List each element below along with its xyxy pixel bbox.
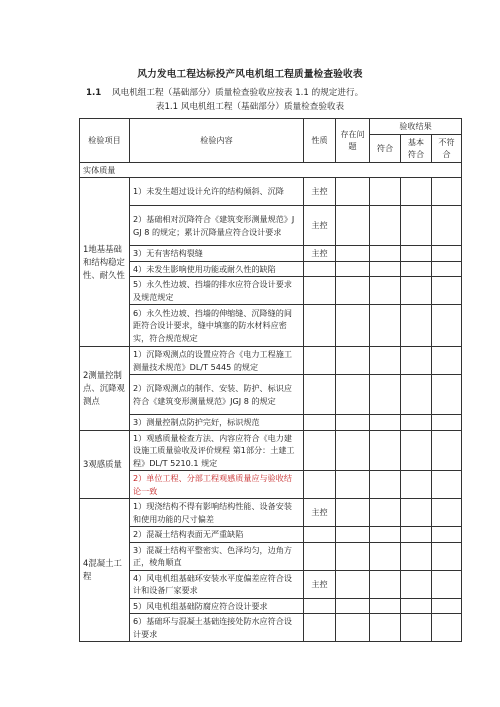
issue-cell[interactable] — [336, 261, 370, 277]
fail-cell[interactable] — [432, 527, 462, 543]
header-item: 检验项目 — [80, 119, 130, 163]
row-nature — [304, 305, 336, 347]
basic-pass-cell[interactable] — [401, 246, 432, 262]
table-row — [80, 246, 462, 262]
row-nature — [304, 527, 336, 543]
pass-cell[interactable] — [370, 542, 401, 570]
pass-cell[interactable] — [370, 347, 401, 375]
table-row — [80, 347, 462, 375]
pass-cell[interactable] — [370, 527, 401, 543]
table-row — [80, 415, 462, 431]
row-content: 2）沉降观测点的制作、安装、防护、标识应符合《建筑变形测量规范》JGJ 8 的规定 — [130, 375, 304, 415]
issue-cell[interactable] — [336, 178, 370, 206]
category-row — [80, 162, 462, 178]
issue-cell[interactable] — [336, 527, 370, 543]
section-text: 风电机组工程（基础部分）质量检查验收应按表 1.1 的规定进行。 — [112, 88, 364, 98]
group-name: 3观感质量 — [80, 430, 130, 499]
fail-cell[interactable] — [432, 614, 462, 642]
fail-cell[interactable] — [432, 305, 462, 347]
pass-cell[interactable] — [370, 206, 401, 246]
row-content: 2）混凝土结构表面无严重缺陷 — [130, 527, 304, 543]
pass-cell[interactable] — [370, 570, 401, 598]
issue-cell[interactable] — [336, 499, 370, 527]
row-content: 4）未发生影响使用功能或耐久性的缺陷 — [130, 261, 304, 277]
issue-cell[interactable] — [336, 305, 370, 347]
row-content: 2）基础相对沉降符合《建筑变形测量规范》JGJ 8 的规定；累计沉降量应符合设计要求 — [130, 206, 304, 246]
table-row — [80, 178, 462, 206]
row-content: 5）风电机组基础防腐应符合设计要求 — [130, 598, 304, 614]
basic-pass-cell[interactable] — [401, 527, 432, 543]
basic-pass-cell[interactable] — [401, 305, 432, 347]
issue-cell[interactable] — [336, 415, 370, 431]
issue-cell[interactable] — [336, 277, 370, 305]
fail-cell[interactable] — [432, 261, 462, 277]
fail-cell[interactable] — [432, 499, 462, 527]
fail-cell[interactable] — [432, 542, 462, 570]
issue-cell[interactable] — [336, 570, 370, 598]
row-nature — [304, 375, 336, 415]
group-name: 1地基基础和结构稳定性、耐久性 — [80, 178, 130, 347]
issue-cell[interactable] — [336, 542, 370, 570]
basic-pass-cell[interactable] — [401, 430, 432, 471]
fail-cell[interactable] — [432, 570, 462, 598]
table-row — [80, 430, 462, 471]
section-heading — [86, 86, 363, 98]
fail-cell[interactable] — [432, 178, 462, 206]
row-content: 1）观感质量检查方法、内容应符合《电力建设施工质量验收及评价规程 第1部分：土建工程》DL/T 5210.1 规定 — [130, 430, 304, 471]
pass-cell[interactable] — [370, 305, 401, 347]
table-row — [80, 614, 462, 642]
issue-cell[interactable] — [336, 206, 370, 246]
table-row — [80, 570, 462, 598]
pass-cell[interactable] — [370, 178, 401, 206]
row-content: 1）未发生超过设计允许的结构倾斜、沉降 — [130, 178, 304, 206]
basic-pass-cell[interactable] — [401, 375, 432, 415]
row-content: 6）永久性边坡、挡墙的伸缩缝、沉降缝的间距符合设计要求，缝中填塞的防水材料应密实，符合规范规定 — [130, 305, 304, 347]
row-content: 1）现浇结构不得有影响结构性能、设备安装和使用功能的尺寸偏差 — [130, 499, 304, 527]
row-nature — [304, 261, 336, 277]
basic-pass-cell[interactable] — [401, 277, 432, 305]
pass-cell[interactable] — [370, 499, 401, 527]
table-row — [80, 261, 462, 277]
fail-cell[interactable] — [432, 375, 462, 415]
table-row — [80, 277, 462, 305]
table-row — [80, 598, 462, 614]
inspection-table — [79, 118, 462, 642]
header-content: 检验内容 — [130, 119, 304, 163]
table-row — [80, 499, 462, 527]
row-nature — [304, 415, 336, 431]
row-content: 1）沉降观测点的设置应符合《电力工程施工测量技术规范》DL/T 5445 的规定 — [130, 347, 304, 375]
row-nature — [304, 598, 336, 614]
fail-cell[interactable] — [432, 471, 462, 499]
row-nature — [304, 614, 336, 642]
table-row — [80, 471, 462, 499]
table-row — [80, 206, 462, 246]
fail-cell[interactable] — [432, 246, 462, 262]
header-fail: 不符合 — [432, 134, 462, 162]
basic-pass-cell[interactable] — [401, 542, 432, 570]
header-result: 验收结果 — [370, 119, 462, 135]
row-nature — [304, 471, 336, 499]
basic-pass-cell[interactable] — [401, 614, 432, 642]
row-content: 3）测量控制点防护完好，标识规范 — [130, 415, 304, 431]
row-content: 2）单位工程、分部工程观感质量应与验收结论一致 — [130, 471, 304, 499]
group-name: 2测量控制点、沉降观测点 — [80, 347, 130, 431]
row-content: 6）基础环与混凝土基础连接处防水应符合设计要求 — [130, 614, 304, 642]
fail-cell[interactable] — [432, 347, 462, 375]
fail-cell[interactable] — [432, 415, 462, 431]
row-nature — [304, 347, 336, 375]
issue-cell[interactable] — [336, 614, 370, 642]
row-nature: 主控 — [304, 246, 336, 262]
basic-pass-cell[interactable] — [401, 415, 432, 431]
row-content: 4）风电机组基础环安装水平度偏差应符合设计和设备厂家要求 — [130, 570, 304, 598]
fail-cell[interactable] — [432, 277, 462, 305]
row-content: 5）永久性边坡、挡墙的排水应符合设计要求及规范规定 — [130, 277, 304, 305]
header-pass: 符合 — [370, 134, 401, 162]
pass-cell[interactable] — [370, 471, 401, 499]
group-name: 4混凝土工程 — [80, 499, 130, 642]
table-caption: 表1.1 风电机组工程（基础部分）质量检查验收表 — [155, 102, 345, 112]
basic-pass-cell[interactable] — [401, 261, 432, 277]
pass-cell[interactable] — [370, 375, 401, 415]
basic-pass-cell[interactable] — [401, 206, 432, 246]
row-nature: 主控 — [304, 499, 336, 527]
fail-cell[interactable] — [432, 598, 462, 614]
row-nature — [304, 542, 336, 570]
issue-cell[interactable] — [336, 375, 370, 415]
table-row — [80, 375, 462, 415]
pass-cell[interactable] — [370, 415, 401, 431]
pass-cell[interactable] — [370, 246, 401, 262]
row-nature — [304, 277, 336, 305]
issue-cell[interactable] — [336, 347, 370, 375]
section-number: 1.1 — [86, 88, 102, 98]
category-label: 实体质量 — [80, 162, 462, 178]
basic-pass-cell[interactable] — [401, 499, 432, 527]
table-row — [80, 305, 462, 347]
row-content: 3）混凝土结构平整密实、色泽均匀，边角方正，棱角顺直 — [130, 542, 304, 570]
table-row — [80, 527, 462, 543]
pass-cell[interactable] — [370, 277, 401, 305]
table-row — [80, 542, 462, 570]
row-nature: 主控 — [304, 570, 336, 598]
fail-cell[interactable] — [432, 206, 462, 246]
header-issue: 存在问题 — [336, 119, 370, 163]
header-basic-pass: 基本符合 — [401, 134, 432, 162]
row-nature: 主控 — [304, 178, 336, 206]
basic-pass-cell[interactable] — [401, 178, 432, 206]
pass-cell[interactable] — [370, 598, 401, 614]
document-title: 风力发电工程达标投产风电机组工程质量检查验收表 — [137, 69, 363, 80]
pass-cell[interactable] — [370, 614, 401, 642]
issue-cell[interactable] — [336, 598, 370, 614]
row-content: 3）无有害结构裂缝 — [130, 246, 304, 262]
issue-cell[interactable] — [336, 430, 370, 471]
row-nature — [304, 430, 336, 471]
header-nature: 性质 — [304, 119, 336, 163]
basic-pass-cell[interactable] — [401, 347, 432, 375]
basic-pass-cell[interactable] — [401, 598, 432, 614]
fail-cell[interactable] — [432, 430, 462, 471]
issue-cell[interactable] — [336, 471, 370, 499]
issue-cell[interactable] — [336, 246, 370, 262]
row-nature: 主控 — [304, 206, 336, 246]
basic-pass-cell[interactable] — [401, 570, 432, 598]
pass-cell[interactable] — [370, 261, 401, 277]
pass-cell[interactable] — [370, 430, 401, 471]
basic-pass-cell[interactable] — [401, 471, 432, 499]
header-row — [80, 119, 462, 135]
